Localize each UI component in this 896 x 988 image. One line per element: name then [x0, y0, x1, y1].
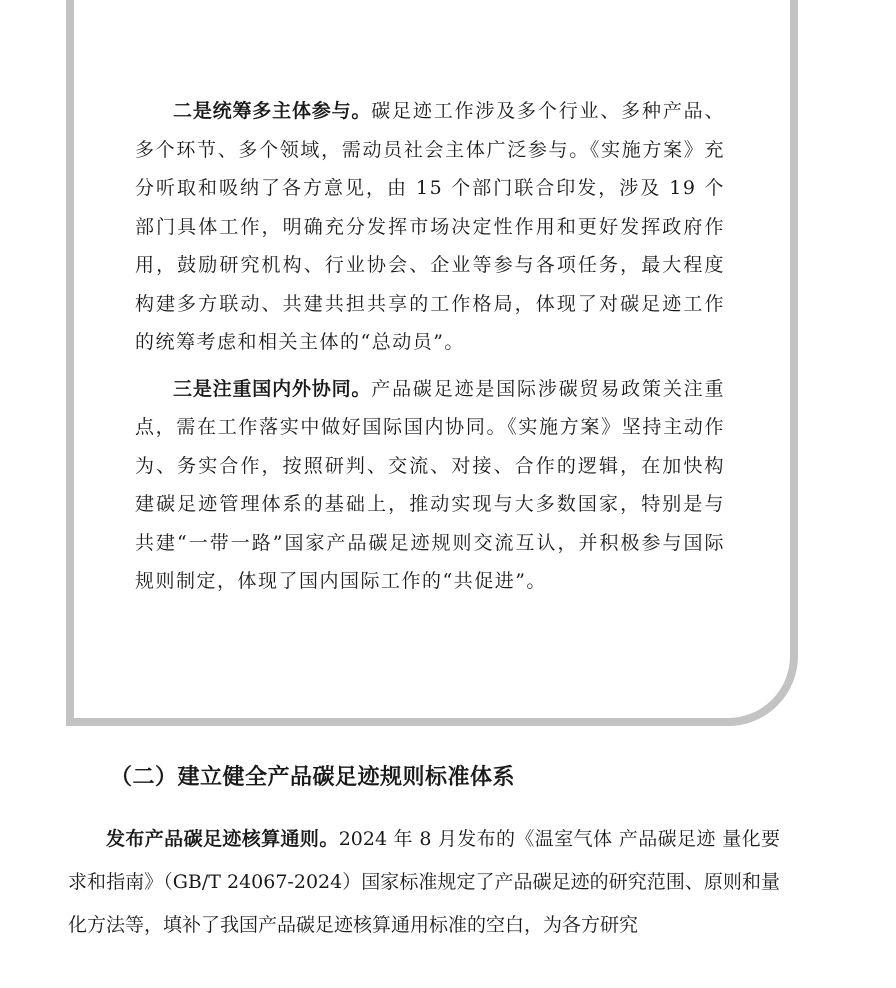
- paragraph-text: 2024 年 8 月发布的《温室气体 产品碳足迹 量化要求和指南》（GB/T 24067-2024）国家标准规定了产品碳足迹的研究范围、原则和量化方法等，填补了我国产品碳足迹核算通用标准的空白，为各方研究: [68, 828, 780, 936]
- paragraph-multi-stakeholder: [135, 92, 725, 362]
- section-paragraph: [68, 818, 780, 947]
- highlight-box-content: [135, 92, 725, 609]
- paragraph-lead: 三是注重国内外协同。: [173, 377, 372, 400]
- paragraph-international-coordination: [135, 370, 725, 601]
- paragraph-text: 产品碳足迹是国际涉碳贸易政策关注重点，需在工作落实中做好国际国内协同。《实施方案》坚持主动作为、务实合作，按照研判、交流、对接、合作的逻辑，在加快构建碳足迹管理体系的基础上，推动实现与大多数国家，特别是与共建“一带一路”国家产品碳足迹规则交流互认，并积极参与国际规则制定，体现了国内国际工作的“共促进”。: [135, 377, 725, 592]
- section-heading: （二）建立健全产品碳足迹规则标准体系: [110, 765, 516, 790]
- paragraph-lead: 发布产品碳足迹核算通则。: [106, 828, 339, 850]
- paragraph-text: 碳足迹工作涉及多个行业、多种产品、多个环节、多个领域，需动员社会主体广泛参与。《实施方案》充分听取和吸纳了各方意见，由 15 个部门联合印发，涉及 19 个部门具体工作，明确充分发挥市场决定性作用和更好发挥政府作用，鼓励研究机构、行业协会、企业等参与各项任务，最大程度构建多方联动、共建共担共享的工作格局，体现了对碳足迹工作的统筹考虑和相关主体的“总动员”。: [135, 100, 725, 353]
- paragraph-lead: 二是统筹多主体参与。: [173, 100, 372, 122]
